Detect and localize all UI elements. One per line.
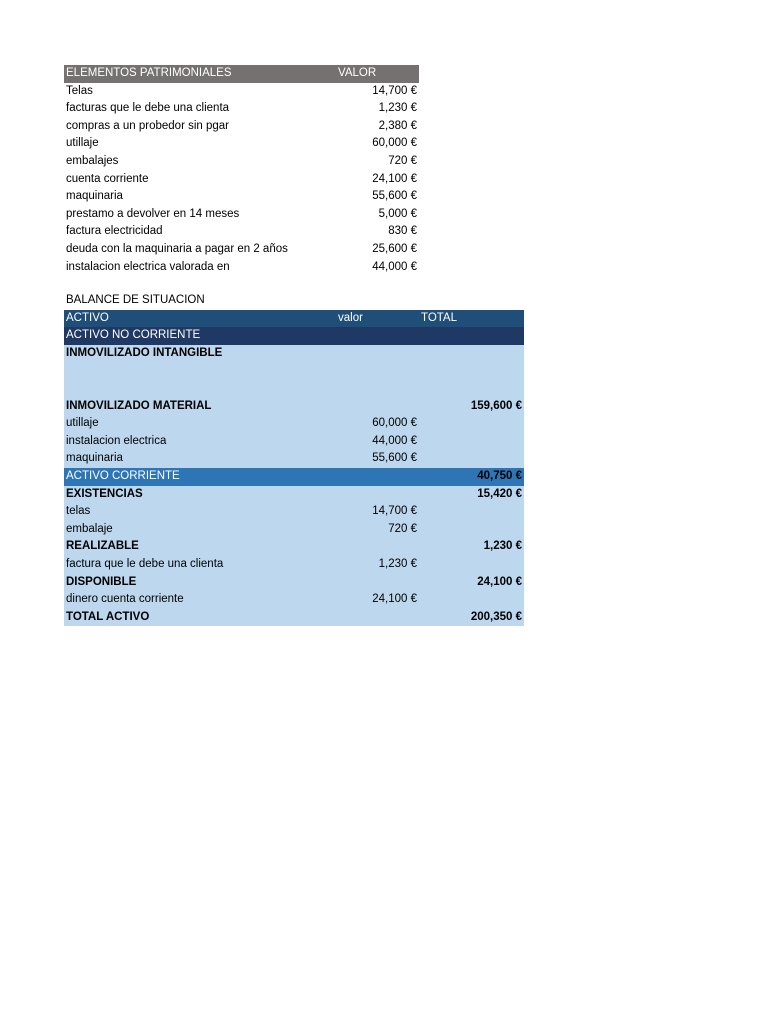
- existencias-label: EXISTENCIAS: [64, 486, 336, 504]
- empty-cell: [336, 327, 419, 345]
- inmovilizado-material-total: 159,600 €: [419, 398, 524, 416]
- empty-cell: [419, 415, 524, 433]
- activo-corriente-total: 40,750 €: [419, 468, 524, 486]
- elementos-table: [64, 65, 419, 276]
- realizable-total: 1,230 €: [419, 538, 524, 556]
- elementos-row-value: 24,100 €: [372, 172, 417, 185]
- empty-cell: [64, 362, 336, 397]
- realizable-label: REALIZABLE: [64, 538, 336, 556]
- empty-cell: [419, 433, 524, 451]
- empty-cell: [336, 486, 419, 504]
- elementos-row-value: 1,230 €: [378, 102, 417, 115]
- elementos-row-label: Telas: [66, 84, 93, 97]
- elementos-row-label: prestamo a devolver en 14 meses: [66, 207, 240, 220]
- total-activo-label: TOTAL ACTIVO: [64, 609, 336, 627]
- empty-cell: [419, 327, 524, 345]
- activo-no-corriente-label: ACTIVO NO CORRIENTE: [64, 327, 336, 345]
- existencias-total: 15,420 €: [419, 486, 524, 504]
- elementos-row-value: 60,000 €: [372, 137, 417, 150]
- disponible-label: DISPONIBLE: [64, 574, 336, 592]
- material-row-value: 55,600 €: [336, 450, 419, 468]
- elementos-row-value: 44,000 €: [372, 260, 417, 273]
- existencias-row-value: 720 €: [336, 521, 419, 539]
- disponible-total: 24,100 €: [419, 574, 524, 592]
- elementos-row-value: 2,380 €: [378, 119, 417, 132]
- empty-cell: [336, 398, 419, 416]
- existencias-row-label: telas: [64, 503, 336, 521]
- balance-title: BALANCE DE SITUACION: [66, 294, 205, 306]
- elementos-row-label: deuda con la maquinaria a pagar en 2 años: [66, 242, 288, 255]
- material-row-value: 44,000 €: [336, 433, 419, 451]
- elementos-row-value: 5,000 €: [378, 207, 417, 220]
- empty-cell: [336, 292, 419, 310]
- empty-cell: [336, 345, 419, 363]
- balance-table: [64, 292, 524, 626]
- empty-cell: [419, 362, 524, 397]
- empty-cell: [419, 503, 524, 521]
- inmovilizado-material-label: INMOVILIZADO MATERIAL: [64, 398, 336, 416]
- empty-cell: [336, 538, 419, 556]
- elementos-row-value: 14,700 €: [372, 84, 417, 97]
- elementos-header-label: ELEMENTOS PATRIMONIALES: [64, 65, 336, 83]
- elementos-row-label: cuenta corriente: [66, 172, 149, 185]
- total-activo-total: 200,350 €: [419, 609, 524, 627]
- elementos-row-label: facturas que le debe una clienta: [66, 102, 230, 115]
- elementos-row-value: 25,600 €: [372, 242, 417, 255]
- elementos-row-label: embalajes: [66, 154, 119, 167]
- elementos-row-label: factura electricidad: [66, 225, 163, 238]
- existencias-row-label: embalaje: [64, 521, 336, 539]
- elementos-row-value: 55,600 €: [372, 190, 417, 203]
- balance-header-valor: valor: [336, 310, 419, 328]
- material-row-label: utillaje: [64, 415, 336, 433]
- elementos-row-label: utillaje: [66, 137, 99, 150]
- elementos-row-value: 720 €: [388, 154, 417, 167]
- elementos-header-value: VALOR: [336, 65, 419, 83]
- elementos-row-label: maquinaria: [66, 190, 123, 203]
- existencias-row-value: 14,700 €: [336, 503, 419, 521]
- elementos-row-label: compras a un probedor sin pgar: [66, 119, 230, 132]
- empty-cell: [419, 345, 524, 363]
- elementos-row-value: 830 €: [388, 225, 417, 238]
- empty-cell: [419, 521, 524, 539]
- empty-cell: [419, 556, 524, 574]
- empty-cell: [336, 609, 419, 627]
- inmovilizado-intangible-label: INMOVILIZADO INTANGIBLE: [64, 345, 336, 363]
- realizable-row-value: 1,230 €: [336, 556, 419, 574]
- material-row-label: instalacion electrica: [64, 433, 336, 451]
- balance-header-label: ACTIVO: [64, 310, 336, 328]
- empty-cell: [419, 591, 524, 609]
- activo-corriente-label: ACTIVO CORRIENTE: [64, 468, 336, 486]
- material-row-value: 60,000 €: [336, 415, 419, 433]
- disponible-row-value: 24,100 €: [336, 591, 419, 609]
- balance-header-total: TOTAL: [419, 310, 524, 328]
- realizable-row-label: factura que le debe una clienta: [64, 556, 336, 574]
- disponible-row-label: dinero cuenta corriente: [64, 591, 336, 609]
- material-row-label: maquinaria: [64, 450, 336, 468]
- elementos-row-label: instalacion electrica valorada en: [66, 260, 230, 273]
- empty-cell: [336, 362, 419, 397]
- empty-cell: [336, 574, 419, 592]
- empty-cell: [336, 468, 419, 486]
- empty-cell: [419, 450, 524, 468]
- empty-cell: [419, 292, 524, 310]
